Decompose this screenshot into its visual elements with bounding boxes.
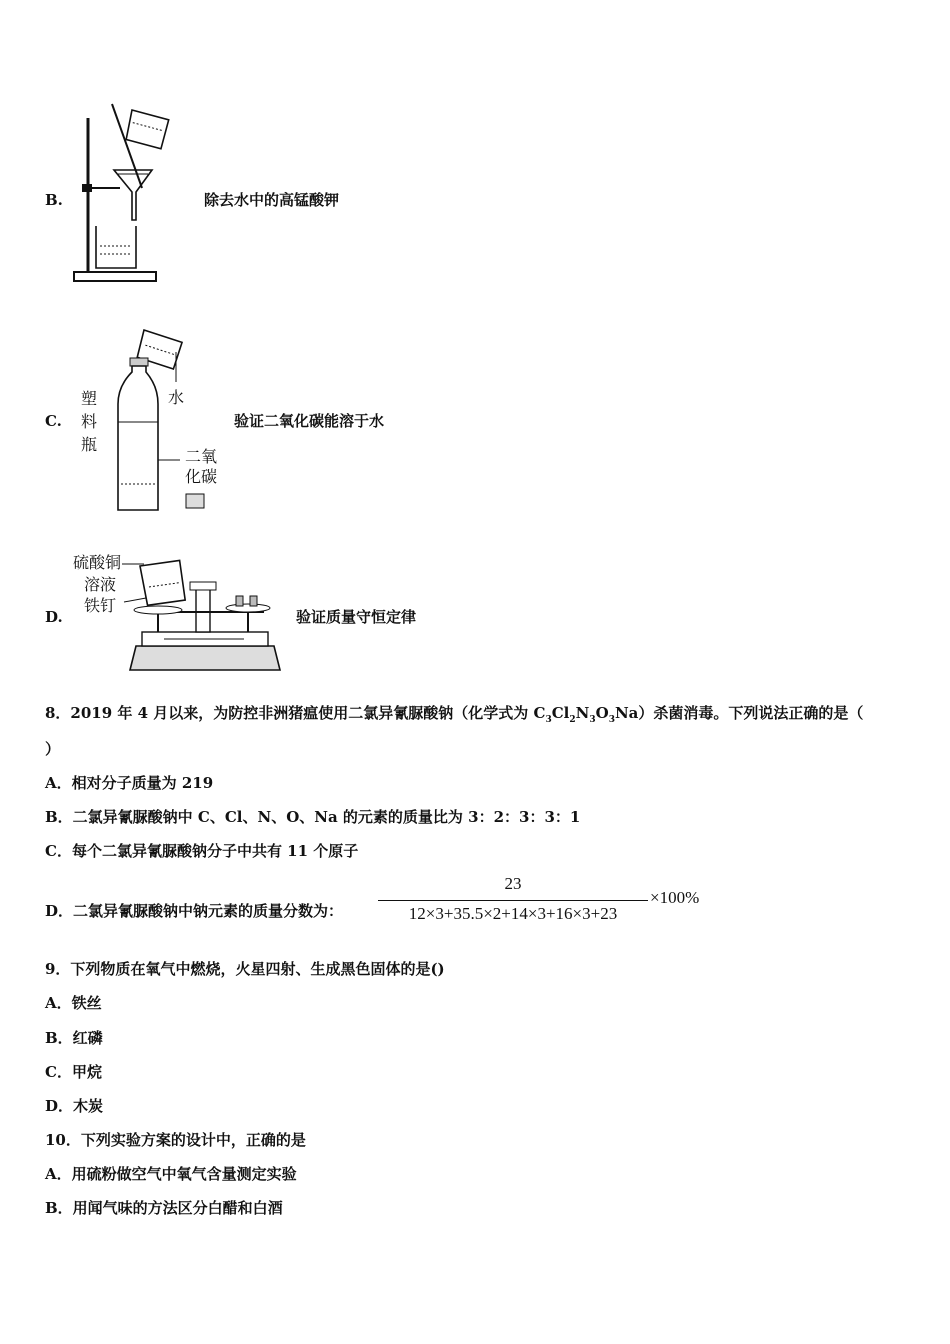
nail-label: 铁钉 bbox=[84, 596, 117, 615]
water-label: 水 bbox=[168, 388, 185, 407]
fraction-bar bbox=[378, 900, 648, 901]
co2-label-1: 二氧 bbox=[185, 447, 218, 466]
q8-stem-close: ） bbox=[45, 740, 61, 758]
q9-option-c: C．甲烷 bbox=[45, 1063, 102, 1081]
option-c-text: 验证二氧化碳能溶于水 bbox=[234, 412, 385, 430]
option-b-text: 除去水中的高锰酸钾 bbox=[204, 191, 340, 209]
option-b-letter: B. bbox=[45, 191, 63, 209]
option-d-letter: D. bbox=[45, 608, 63, 626]
q9-stem: 9．下列物质在氧气中燃烧，火星四射、生成黑色固体的是() bbox=[45, 960, 445, 978]
solution-label: 溶液 bbox=[84, 575, 117, 594]
balance-figure bbox=[124, 552, 284, 674]
fraction-numerator: 23 bbox=[504, 874, 522, 893]
q8-stem-part2: ）杀菌消毒。下列说法正确的是（ bbox=[638, 704, 864, 722]
option-c-letter: C. bbox=[45, 412, 62, 430]
q10-option-b: B．用闻气味的方法区分白醋和白酒 bbox=[45, 1199, 283, 1217]
q8-stem bbox=[45, 703, 863, 730]
bottle-label-3: 瓶 bbox=[80, 435, 97, 454]
bottle-label-1: 塑 bbox=[80, 389, 97, 408]
q10-option-a: A．用硫粉做空气中氧气含量测定实验 bbox=[45, 1165, 297, 1183]
q8-option-b: B．二氯异氰脲酸钠中 C、Cl、N、O、Na 的元素的质量比为 3：2：3：3：1 bbox=[45, 808, 581, 826]
filtration-apparatus-figure bbox=[70, 100, 190, 285]
fraction-multiplier: ×100% bbox=[650, 888, 700, 907]
co2-label-2: 化碳 bbox=[185, 467, 218, 486]
copper-sulfate-label: 硫酸铜 bbox=[73, 553, 122, 572]
bottle-label-2: 料 bbox=[80, 412, 97, 431]
q8-option-d: D．二氯异氰脲酸钠中钠元素的质量分数为： bbox=[45, 902, 344, 920]
q9-option-b: B．红磷 bbox=[45, 1029, 103, 1047]
q8-stem-part1: 8．2019 年 4 月以来，为防控非洲猪瘟使用二氯异氰脲酸钠（化学式为 bbox=[45, 704, 534, 722]
q8-formula: $C_3Cl_2N_3O_3Na$ bbox=[533, 704, 639, 725]
q9-option-d: D．木炭 bbox=[45, 1097, 104, 1115]
fraction-denominator: 12×3+35.5×2+14×3+16×3+23 bbox=[408, 904, 618, 923]
q9-option-a: A．铁丝 bbox=[45, 994, 102, 1012]
q8-option-c: C．每个二氯异氰脲酸钠分子中共有 11 个原子 bbox=[45, 842, 359, 860]
q8-option-a: A．相对分子质量为 219 bbox=[45, 774, 214, 792]
q10-stem: 10．下列实验方案的设计中，正确的是 bbox=[45, 1131, 306, 1149]
option-d-text: 验证质量守恒定律 bbox=[296, 608, 417, 626]
